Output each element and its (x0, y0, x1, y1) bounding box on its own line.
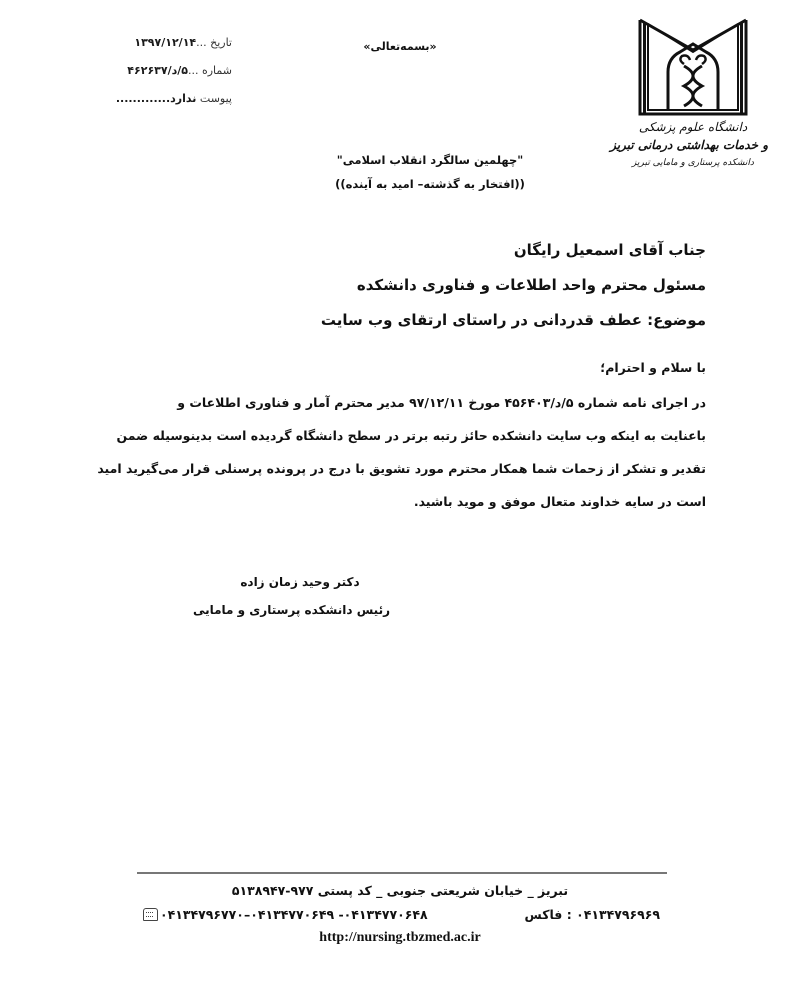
number-line (127, 64, 232, 77)
attachment-value: ندارد............. (115, 92, 197, 105)
fax-label: : فاکس (524, 906, 572, 922)
university-emblem-icon (618, 14, 768, 124)
number-value: ۵/د/۴۶۲۶۳۷ (127, 64, 188, 77)
logo-caption-faculty: دانشکده پرستاری و مامایی تبریز (632, 158, 754, 168)
letter-body (86, 386, 706, 518)
slogan-line-1: "چهلمین سالگرد انقلاب اسلامی" (336, 153, 524, 167)
bismillah: «بسمه‌تعالی» (363, 40, 437, 53)
footer-contact-line (140, 902, 660, 926)
footer-address: تبریز _ خیابان شریعتی جنوبی _ کد پستی ۹۷۷-۵۱۳۸۹۴۷ (231, 883, 569, 898)
letter-meta (60, 36, 232, 116)
slogan (300, 148, 560, 196)
body-line: است در سایه خداوند متعال موفق و موید باشید. (413, 494, 706, 509)
date-label: تاریخ ... (196, 36, 232, 49)
attachment-line (116, 92, 232, 105)
attachment-label: پیوست (199, 92, 232, 105)
date-line (134, 36, 232, 49)
footer-divider (137, 872, 667, 874)
recipient-position: مسئول محترم واحد اطلاعات و فناوری دانشکده (356, 276, 706, 294)
signatory-name: دکتر وحید زمان زاده (240, 575, 360, 589)
website-url[interactable]: http://nursing.tbzmed.ac.ir (319, 930, 481, 945)
date-value: ۱۳۹۷/۱۲/۱۴ (134, 36, 197, 49)
body-line: تقدیر و تشکر از زحمات شما همکار محترم مورد تشویق با درج در پرونده پرسنلی قرار می‌گیرید امید (97, 461, 706, 476)
recipient-name: جناب آقای اسمعیل رایگان (513, 241, 706, 259)
greeting: با سلام و احترام؛ (600, 360, 706, 375)
recipient-block (206, 233, 706, 338)
phone-numbers-text: ۰۴۱۳۴۷۷۰۶۴۸- ۰۴۱۳۴۷۷۰۶۴۹–۰۴۱۳۴۷۹۶۷۷۰ (160, 906, 428, 922)
letter-footer (140, 880, 660, 950)
body-line: باعنایت به اینکه وب سایت دانشکده حائز رتبه برتر در سطح دانشگاه گردیده است بدینوسیله ضمن (116, 428, 706, 443)
letter-subject: موضوع: عطف قدردانی در راستای ارتقای وب سایت (320, 311, 706, 329)
phone-numbers (140, 907, 428, 922)
logo-caption-university: دانشگاه علوم پزشکی (638, 120, 748, 134)
fax-number: ۰۴۱۳۴۷۹۶۹۶۹ (576, 906, 660, 922)
fax (525, 907, 660, 922)
number-label: شماره ... (188, 64, 232, 77)
body-line: در اجرای نامه شماره ۵/د/۴۵۶۴۰۳ مورخ ۹۷/۱۲/۱۱ مدیر محترم آمار و فناوری اطلاعات و (177, 395, 706, 410)
signature-block (192, 568, 390, 624)
university-logo (610, 14, 768, 179)
slogan-line-2: ((افتخار به گذشته– امید به آینده)) (335, 177, 525, 191)
signatory-title: رئیس دانشکده پرستاری و مامایی (192, 603, 390, 617)
logo-caption-services: و خدمات بهداشتی درمانی تبریز (610, 138, 768, 152)
telephone-icon (143, 908, 158, 921)
